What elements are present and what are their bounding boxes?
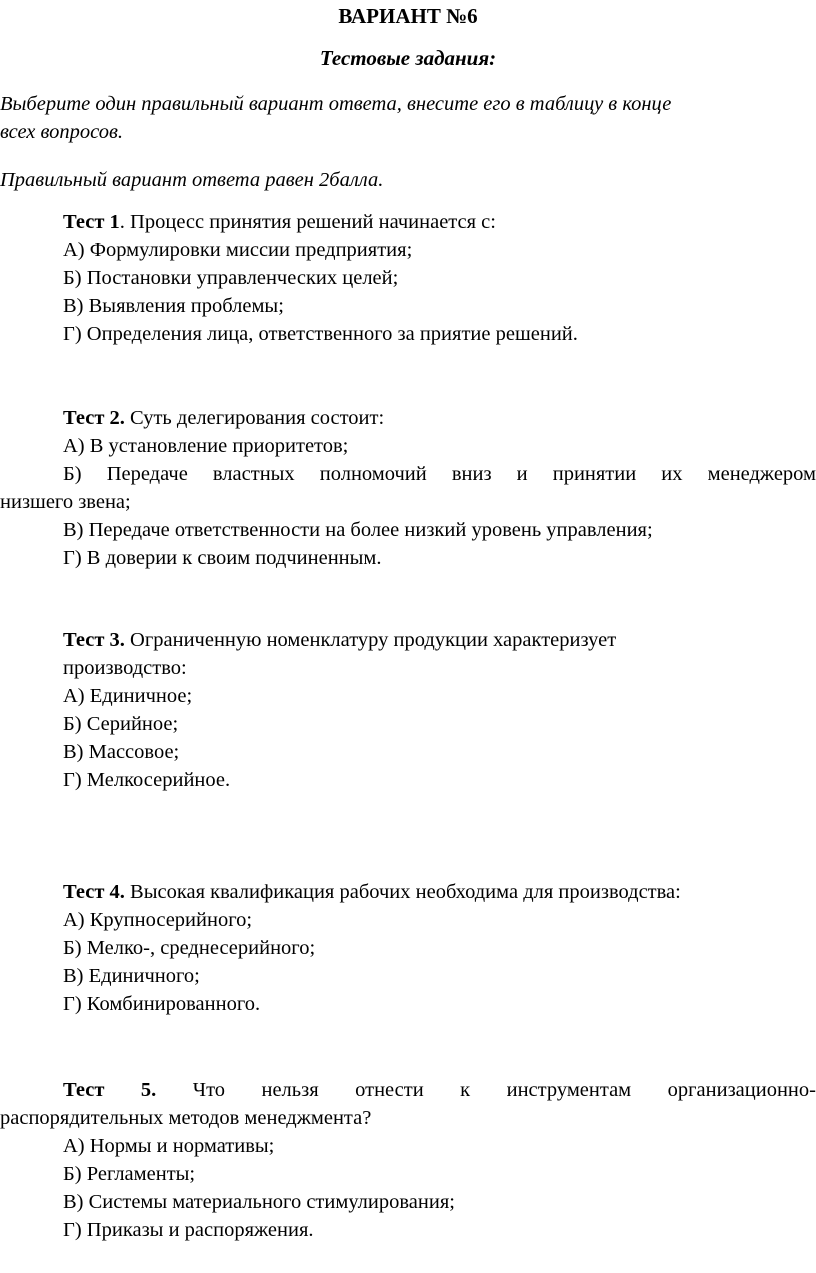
test-1-option-d: Г) Определения лица, ответственного за приятие решений.: [63, 323, 578, 345]
test-4-option-b: Б) Мелко-, среднесерийного;: [63, 937, 316, 959]
test-4-option-a: А) Крупносерийного;: [63, 909, 253, 931]
test-1-question: [63, 208, 496, 236]
test-4-option-c: В) Единичного;: [63, 965, 200, 987]
test-5-option-d: Г) Приказы и распоряжения.: [63, 1219, 314, 1241]
test-2-option-b-continued: низшего звена;: [0, 491, 131, 513]
test-3-question: [63, 626, 616, 654]
test-3-label: Тест 3.: [63, 629, 125, 651]
test-5-label: Тест 5.: [63, 1079, 157, 1101]
test-1-option-a: А) Формулировки миссии предприятия;: [63, 239, 413, 261]
test-2-option-c: В) Передаче ответственности на более низкий уровень управления;: [63, 519, 653, 541]
test-3-option-b: Б) Серийное;: [63, 713, 179, 735]
instruction-scoring: Правильный вариант ответа равен 2балла.: [0, 169, 384, 191]
test-5-question-continued: распорядительных методов менеджмента?: [0, 1107, 372, 1129]
test-2-text: Суть делегирования состоит:: [124, 407, 385, 429]
test-3-option-c: В) Массовое;: [63, 741, 180, 763]
test-2-option-b: [0, 460, 816, 488]
test-1-option-c: В) Выявления проблемы;: [63, 295, 284, 317]
test-2-option-a: А) В установление приоритетов;: [63, 435, 349, 457]
test-4-option-d: Г) Комбинированного.: [63, 993, 261, 1015]
test-1-label: Тест 1: [63, 211, 120, 233]
test-2-option-d: Г) В доверии к своим подчиненным.: [63, 547, 382, 569]
instruction-line-2: всех вопросов.: [0, 121, 123, 143]
test-2-question: [63, 404, 384, 432]
page-subtitle: Тестовые задания:: [319, 46, 497, 70]
test-4-question: [63, 878, 681, 906]
test-1-text: . Процесс принятия решений начинается с:: [119, 211, 496, 233]
test-5-option-b: Б) Регламенты;: [63, 1163, 196, 1185]
test-3-option-d: Г) Мелкосерийное.: [63, 769, 231, 791]
test-2-label: Тест 2.: [63, 407, 125, 429]
test-4-text: Высокая квалификация рабочих необходима для производства:: [124, 881, 681, 903]
page-title: ВАРИАНТ №6: [338, 4, 478, 28]
test-3-question-continued: производство:: [63, 657, 187, 679]
instruction-line-1: Выберите один правильный вариант ответа, внесите его в таблицу в конце: [0, 93, 672, 115]
test-5-option-a: А) Нормы и нормативы;: [63, 1135, 275, 1157]
test-3-text: Ограниченную номенклатуру продукции характеризует: [124, 629, 617, 651]
test-5-option-c: В) Системы материального стимулирования;: [63, 1191, 455, 1213]
test-5-text: Что нельзя отнести к инструментам организационно-: [156, 1079, 816, 1101]
test-2-option-b-text: Б) Передаче властных полномочий вниз и принятии их менеджером: [63, 463, 816, 485]
test-5-question: [0, 1076, 816, 1104]
test-3-option-a: А) Единичное;: [63, 685, 193, 707]
test-4-label: Тест 4.: [63, 881, 125, 903]
test-1-option-b: Б) Постановки управленческих целей;: [63, 267, 399, 289]
